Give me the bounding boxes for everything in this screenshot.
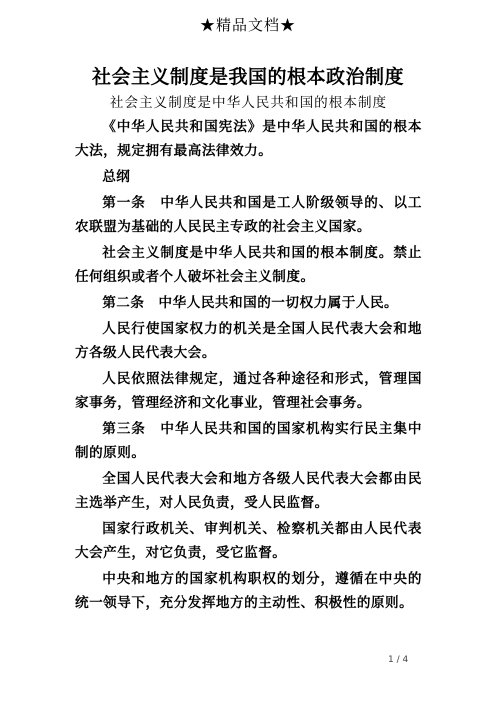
section-heading: 总纲 xyxy=(102,169,131,185)
page-number: 1 / 4 xyxy=(388,655,409,665)
paragraph: 全国人民代表大会和地方各级人民代表大会都由民主选举产生，对人民负责，受人民监督。 xyxy=(75,471,422,511)
paragraph: 人民行使国家权力的机关是全国人民代表大会和地方各级人民代表大会。 xyxy=(75,321,422,361)
document-title: 社会主义制度是我国的根本政治制度 xyxy=(91,66,404,88)
paragraph: 第三条 中华人民共和国的国家机构实行民主集中制的原则。 xyxy=(75,421,422,461)
paragraph: 第二条 中华人民共和国的一切权力属于人民。 xyxy=(102,295,399,311)
paragraph: 人民依照法律规定，通过各种途径和形式，管理国家事务，管理经济和文化事业，管理社会事务。 xyxy=(75,371,422,411)
paragraph: 第一条 中华人民共和国是工人阶级领导的、以工农联盟为基础的人民民主专政的社会主义国家。 xyxy=(75,195,422,235)
paragraph: 社会主义制度是中华人民共和国的根本制度。禁止任何组织或者个人破坏社会主义制度。 xyxy=(75,245,422,285)
document-body xyxy=(75,91,422,615)
page-header: ★精品文档★ xyxy=(199,16,296,34)
paragraph: 《中华人民共和国宪法》是中华人民共和国的根本大法，规定拥有最高法律效力。 xyxy=(75,119,422,159)
document-subtitle: 社会主义制度是中华人民共和国的根本制度 xyxy=(109,95,388,111)
paragraph: 国家行政机关、审判机关、检察机关都由人民代表大会产生，对它负责，受它监督。 xyxy=(75,521,422,561)
paragraph: 中央和地方的国家机构职权的划分，遵循在中央的统一领导下，充分发挥地方的主动性、积极性的原则。 xyxy=(75,571,422,611)
